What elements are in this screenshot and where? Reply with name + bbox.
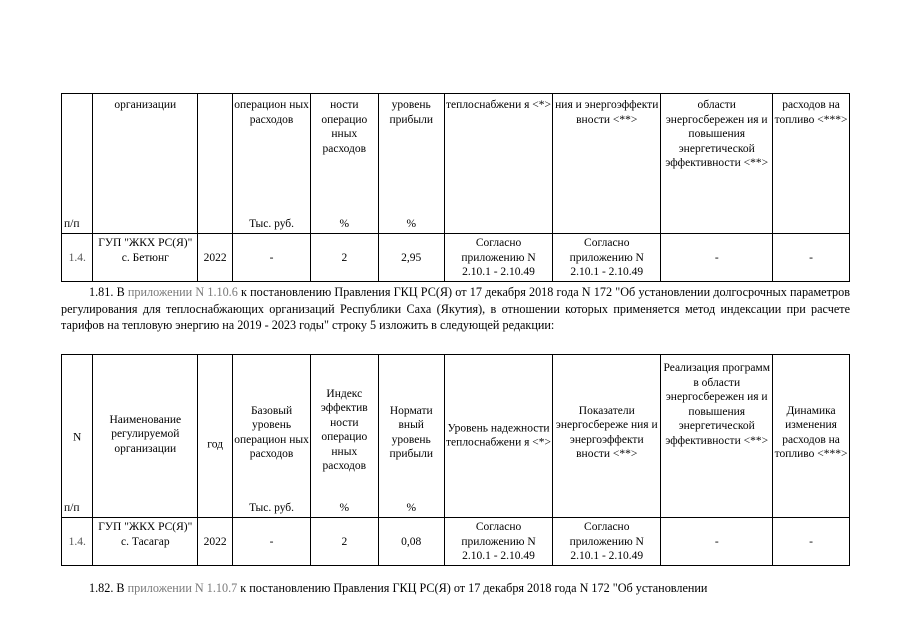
header-cell-fuel [773,94,850,234]
row-energy: Согласно приложению N 2.10.1 - 2.10.49 [553,234,661,282]
appendix-link[interactable]: приложении N 1.10.7 [127,581,238,596]
unit-percent: % [406,501,417,514]
parameters-table-betyung [61,93,850,282]
row-num-text: 1.4. [68,535,86,548]
row-profit: 0,08 [378,518,444,566]
appendix-link[interactable]: приложении N 1.10.6 [127,285,238,300]
header-index-label: ности операцио нных расходов [321,99,368,155]
header-cell-base [233,355,311,518]
header-fuel-label: расходов на топливо <***> [774,99,848,126]
header-cell-index [311,94,379,234]
unit-percent: % [339,217,350,230]
unit-percent: % [339,501,350,514]
header-cell-num [62,94,93,234]
unit-thousand-rub: Тыс. руб. [249,501,295,514]
row-org: ГУП "ЖКХ РС(Я)" с. Тасагар [93,518,198,566]
unit-pp: п/п [64,217,80,230]
header-cell-index [311,355,379,518]
header-profit-label: Нормати вный уровень прибыли [389,404,433,461]
paragraph-text: к постановлению Правления ГКЦ РС(Я) от 17 декабря 2018 года N 172 "Об установлении долгосрочных параметров регулирования для теплоснабжающих организаций Республики Саха (Якутия), в отношении которых применяется метод индексации при расчете тарифов на тепловую энергию на 2019 - 2023 годы" строку 5 изложить в следующей редакции: [61,285,850,333]
header-cell-reliability [444,94,552,234]
row-index: 2 [311,234,379,282]
header-programs-label: области энергосбережен ия и повышения энергетической эффективности <**> [665,99,769,169]
header-num-label: N [73,430,82,443]
header-energy-label: ния и энергоэффекти вности <**> [555,99,659,126]
header-programs-label: Реализация программ в области энергосбережен ия и повышения энергетической эффективности <**> [663,362,770,447]
paragraph-text: к постановлению Правления ГКЦ РС(Я) от 17 декабря 2018 года N 172 "Об установлении [237,581,708,596]
unit-thousand-rub: Тыс. руб. [249,217,295,230]
header-cell-energy [553,94,661,234]
header-profit-label: уровень прибыли [389,99,433,126]
table-row [62,234,850,282]
header-energy-label: Показатели энергосбереже ния и энергоэффекти вности <**> [555,404,658,461]
header-index-label: Индекс эффектив ности операцио нных расходов [320,387,368,472]
header-base-label: операцион ных расходов [234,99,309,126]
header-cell-profit [378,94,444,234]
header-cell-org [93,355,198,518]
table-header-row [62,355,850,518]
amendment-paragraph-1-82 [61,580,850,597]
table-row [62,518,850,566]
header-cell-programs [661,355,773,518]
row-year: 2022 [198,518,233,566]
amendment-paragraph-1-81 [61,284,850,334]
row-num [62,518,93,566]
header-cell-num [62,355,93,518]
header-year-label: год [207,438,223,451]
row-reliability: Согласно приложению N 2.10.1 - 2.10.49 [444,518,552,566]
paragraph-prefix: 1.81. В [89,285,128,300]
paragraph-prefix: 1.82. В [89,581,128,596]
row-index: 2 [311,518,379,566]
unit-percent: % [406,217,417,230]
header-fuel-label: Динамика изменения расходов на топливо <***> [774,404,848,461]
row-fuel: - [773,234,850,282]
table-header-row [62,94,850,234]
row-programs: - [661,518,773,566]
header-org-label: организации [114,99,177,111]
header-cell-programs [661,94,773,234]
row-org: ГУП "ЖКХ РС(Я)" с. Бетюнг [93,234,198,282]
row-base: - [233,234,311,282]
header-cell-profit [378,355,444,518]
parameters-table-tasagar [61,354,850,566]
row-year: 2022 [198,234,233,282]
row-base: - [233,518,311,566]
header-cell-year [198,355,233,518]
header-cell-base [233,94,311,234]
header-reliability-label: теплоснабжени я <*> [446,99,551,111]
header-cell-fuel [773,355,850,518]
row-programs: - [661,234,773,282]
row-reliability: Согласно приложению N 2.10.1 - 2.10.49 [444,234,552,282]
header-cell-energy [553,355,661,518]
header-cell-org [93,94,198,234]
row-num [62,234,93,282]
header-org-label: Наименование регулируемой организации [109,413,182,455]
header-cell-reliability [444,355,552,518]
row-fuel: - [773,518,850,566]
row-num-text: 1.4. [68,251,86,264]
header-base-label: Базовый уровень операцион ных расходов [234,404,309,461]
header-cell-year [198,94,233,234]
unit-pp: п/п [64,501,80,514]
row-profit: 2,95 [378,234,444,282]
header-reliability-label: Уровень надежности теплоснабжени я <*> [446,422,551,449]
row-energy: Согласно приложению N 2.10.1 - 2.10.49 [553,518,661,566]
